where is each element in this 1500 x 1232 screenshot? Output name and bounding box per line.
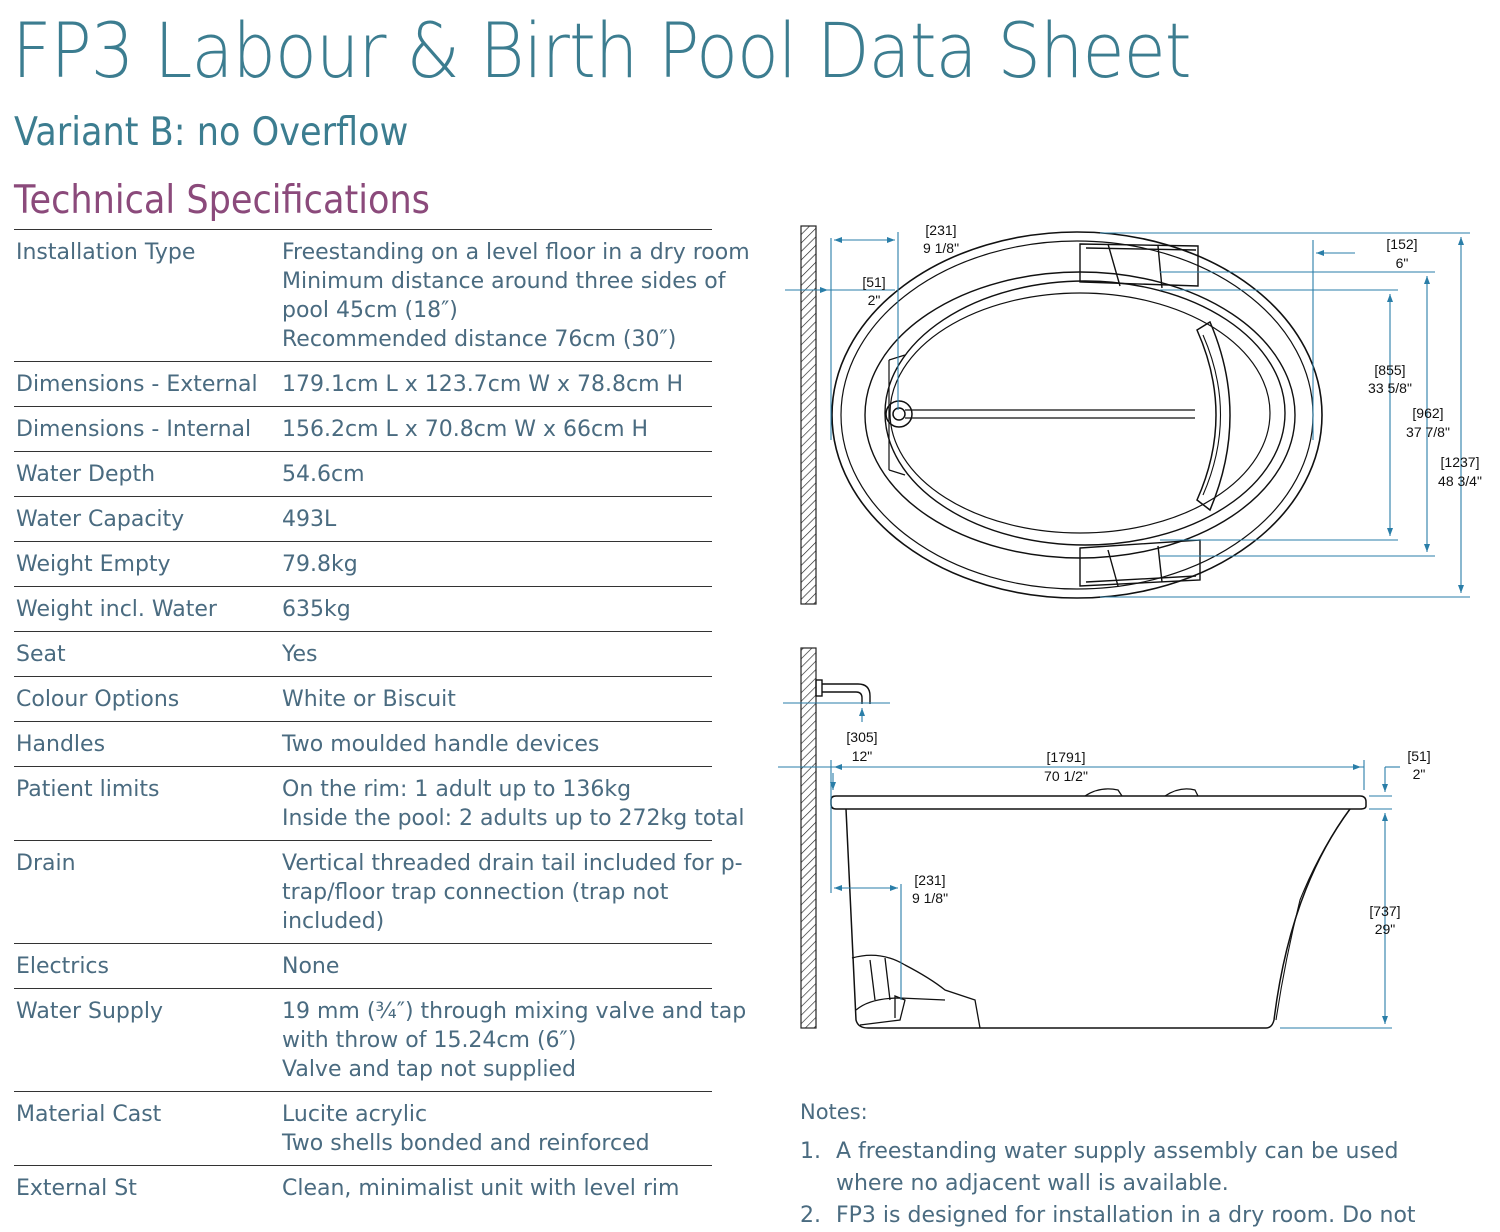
spec-value bbox=[282, 460, 712, 489]
spec-value-line: Freestanding on a level floor in a dry room bbox=[282, 240, 750, 265]
spec-value-line: Clean, minimalist unit with level rim bbox=[282, 1176, 680, 1201]
tap-spout bbox=[816, 680, 870, 704]
dim-top-wall-offset-mm: [51] bbox=[862, 274, 886, 290]
note-line: FP3 is designed for installation in a dry room. Do not bbox=[836, 1203, 1416, 1228]
spec-value bbox=[282, 595, 712, 624]
spec-row bbox=[14, 406, 712, 451]
spec-value bbox=[282, 775, 745, 833]
spec-row bbox=[14, 451, 712, 496]
spec-row bbox=[14, 721, 712, 766]
dim-top-wall-gap-mm: [231] bbox=[925, 222, 957, 238]
seat-backrest bbox=[1197, 322, 1230, 510]
spec-value bbox=[282, 685, 712, 714]
section-heading: Technical Specifications bbox=[14, 178, 430, 223]
spec-value bbox=[282, 640, 712, 669]
top-view bbox=[785, 222, 1482, 604]
spec-label: Dimensions - Internal bbox=[16, 417, 252, 442]
spec-row bbox=[14, 1091, 712, 1165]
spec-value bbox=[282, 238, 750, 354]
spec-label: Dimensions - External bbox=[16, 372, 258, 397]
spec-label: Patient limits bbox=[16, 777, 160, 802]
spec-label: Water Depth bbox=[16, 462, 156, 487]
pool-rim bbox=[831, 796, 1366, 809]
note-text bbox=[836, 1136, 1398, 1200]
spec-row bbox=[14, 496, 712, 541]
dim-tap-height-mm: [305] bbox=[846, 729, 878, 745]
dim-top-wall-gap-in: 9 1/8" bbox=[922, 240, 960, 256]
basin-outer bbox=[885, 281, 1285, 545]
spec-value-line: 54.6cm bbox=[282, 462, 365, 487]
spec-row bbox=[14, 361, 712, 406]
pool-body bbox=[846, 809, 1350, 1028]
dim-tap-height-in: 12" bbox=[851, 748, 873, 764]
spec-row bbox=[14, 541, 712, 586]
spec-row bbox=[14, 631, 712, 676]
spec-value bbox=[282, 550, 712, 579]
spec-value bbox=[282, 415, 712, 444]
note-number: 2. bbox=[800, 1203, 821, 1228]
spec-value-line: Lucite acrylic bbox=[282, 1102, 428, 1127]
page-title: FP3 Labour & Birth Pool Data Sheet bbox=[12, 6, 1191, 95]
notes-list bbox=[800, 1136, 1416, 1232]
dim-outer-width-in: 48 3/4" bbox=[1438, 473, 1482, 489]
dim-outer-width-mm: [1237] bbox=[1440, 454, 1480, 470]
spec-row bbox=[14, 840, 743, 943]
dim-length-in: 70 1/2" bbox=[1044, 768, 1088, 784]
spec-value-line: Two moulded handle devices bbox=[282, 732, 600, 757]
spec-value-line: Two shells bonded and reinforced bbox=[282, 1131, 650, 1156]
dim-height-mm: [737] bbox=[1369, 903, 1401, 919]
spec-label: Weight Empty bbox=[16, 552, 171, 577]
dim-rim-thickness-in: 2" bbox=[1412, 766, 1426, 782]
spec-row bbox=[14, 676, 712, 721]
spec-label: Handles bbox=[16, 732, 106, 757]
handle-bottom bbox=[1080, 540, 1200, 586]
spec-label: Drain bbox=[16, 851, 76, 876]
spec-value-line: Recommended distance 76cm (30″) bbox=[282, 327, 677, 352]
spec-label: Weight incl. Water bbox=[16, 597, 217, 622]
spec-value-line: None bbox=[282, 954, 340, 979]
spec-value-line: 635kg bbox=[282, 597, 351, 622]
spec-row bbox=[14, 229, 750, 361]
dim-inner-width-mm: [855] bbox=[1374, 362, 1406, 378]
spec-label: Colour Options bbox=[16, 687, 180, 712]
spec-row bbox=[14, 943, 712, 988]
spec-label: Water Capacity bbox=[16, 507, 185, 532]
spec-value-line: 156.2cm L x 70.8cm W x 66cm H bbox=[282, 417, 649, 442]
spec-table bbox=[14, 229, 750, 1210]
note-line: A freestanding water supply assembly can be used bbox=[836, 1139, 1399, 1164]
spec-value-line: On the rim: 1 adult up to 136kg bbox=[282, 777, 632, 802]
dim-rim-thickness-mm: [51] bbox=[1407, 748, 1431, 764]
spec-value-line: Yes bbox=[282, 642, 318, 667]
spec-label: Installation Type bbox=[16, 240, 196, 265]
spec-value bbox=[282, 730, 712, 759]
spec-row bbox=[14, 586, 712, 631]
spec-value bbox=[282, 370, 712, 399]
spec-value-line: Valve and tap not supplied bbox=[282, 1057, 577, 1082]
dim-inner-width-in: 33 5/8" bbox=[1368, 380, 1412, 396]
dim-height-in: 29" bbox=[1374, 921, 1396, 937]
note-item bbox=[800, 1136, 1399, 1200]
note-item bbox=[800, 1200, 1416, 1232]
spec-value bbox=[282, 505, 712, 534]
dim-top-rim-mm: [152] bbox=[1386, 236, 1418, 252]
spec-value-line: 179.1cm L x 123.7cm W x 78.8cm H bbox=[282, 372, 684, 397]
spec-value bbox=[282, 849, 743, 936]
dim-side-gap-in: 9 1/8" bbox=[911, 890, 949, 906]
spec-value-line: 79.8kg bbox=[282, 552, 358, 577]
wall-hatch-top bbox=[801, 226, 816, 604]
dim-mid-width-mm: [962] bbox=[1412, 405, 1444, 421]
note-number: 1. bbox=[800, 1139, 821, 1164]
pool-diagram bbox=[770, 215, 1495, 1045]
spec-label: Seat bbox=[16, 642, 66, 667]
dim-side-gap-mm: [231] bbox=[914, 872, 946, 888]
dim-length-mm: [1791] bbox=[1046, 749, 1086, 765]
side-view bbox=[778, 648, 1431, 1028]
spec-value-line: 19 mm (¾″) through mixing valve and tap bbox=[282, 999, 747, 1024]
spec-value-line: Minimum distance around three sides of bbox=[282, 269, 726, 294]
dim-top-rim-in: 6" bbox=[1395, 255, 1409, 271]
spec-row bbox=[14, 1165, 712, 1210]
note-text bbox=[836, 1200, 1416, 1232]
spec-value bbox=[282, 1174, 712, 1203]
notes-title: Notes: bbox=[800, 1100, 868, 1124]
spec-value bbox=[282, 952, 712, 981]
spec-value-line: White or Biscuit bbox=[282, 687, 456, 712]
variant-subtitle: Variant B: no Overflow bbox=[14, 110, 409, 155]
spec-value bbox=[282, 997, 746, 1084]
spec-label: External St bbox=[16, 1176, 137, 1201]
spec-value-line: Vertical threaded drain tail included for p- bbox=[282, 851, 743, 876]
spec-value-line: pool 45cm (18″) bbox=[282, 298, 458, 323]
note-line: where no adjacent wall is available. bbox=[836, 1171, 1229, 1196]
spec-value-line: 493L bbox=[282, 507, 337, 532]
spec-value-line: trap/floor trap connection (trap not bbox=[282, 880, 669, 905]
spec-label: Material Cast bbox=[16, 1102, 162, 1127]
dim-mid-width-in: 37 7/8" bbox=[1406, 424, 1450, 440]
spec-value bbox=[282, 1100, 712, 1158]
step-seat bbox=[852, 955, 980, 1028]
wall-hatch-side bbox=[801, 648, 816, 1028]
spec-row bbox=[14, 988, 747, 1091]
spec-label: Electrics bbox=[16, 954, 109, 979]
spec-value-line: included) bbox=[282, 909, 385, 934]
spec-label: Water Supply bbox=[16, 999, 163, 1024]
dim-top-wall-offset-in: 2" bbox=[867, 292, 881, 308]
spec-value-line: with throw of 15.24cm (6″) bbox=[282, 1028, 577, 1053]
spec-row bbox=[14, 766, 745, 840]
spec-value-line: Inside the pool: 2 adults up to 272kg total bbox=[282, 806, 745, 831]
